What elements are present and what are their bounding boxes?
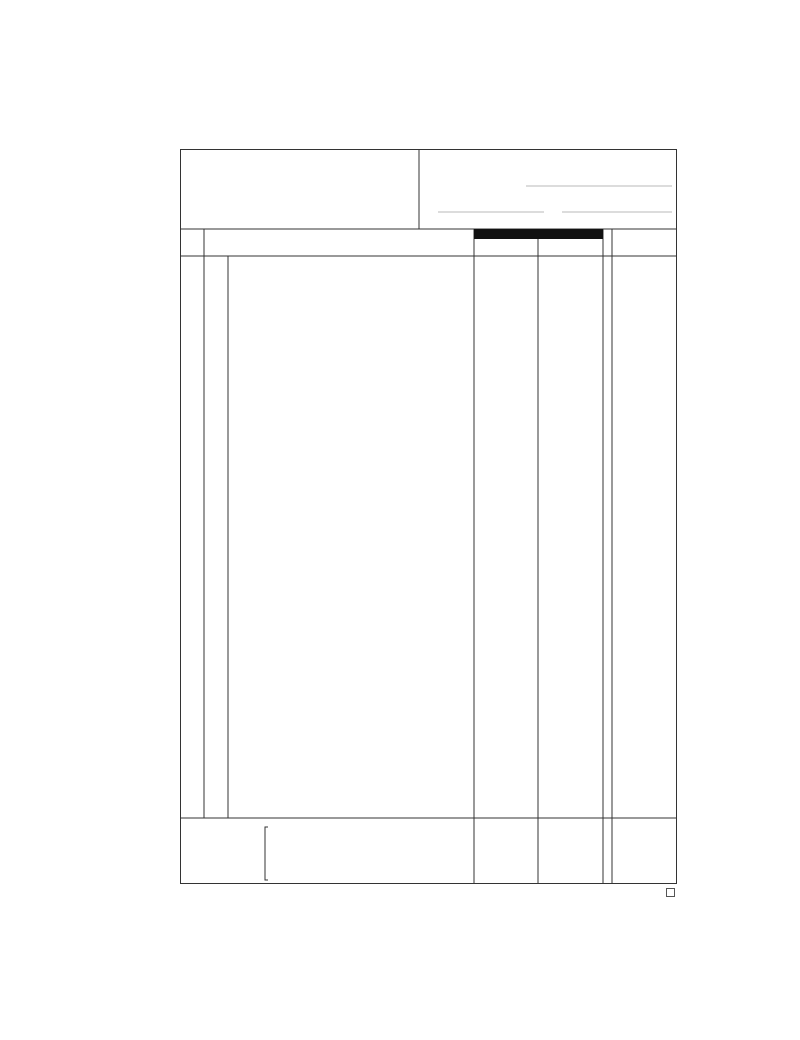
page-number [666,888,675,897]
footer-brace [262,826,270,882]
cash-section-header [474,229,603,239]
